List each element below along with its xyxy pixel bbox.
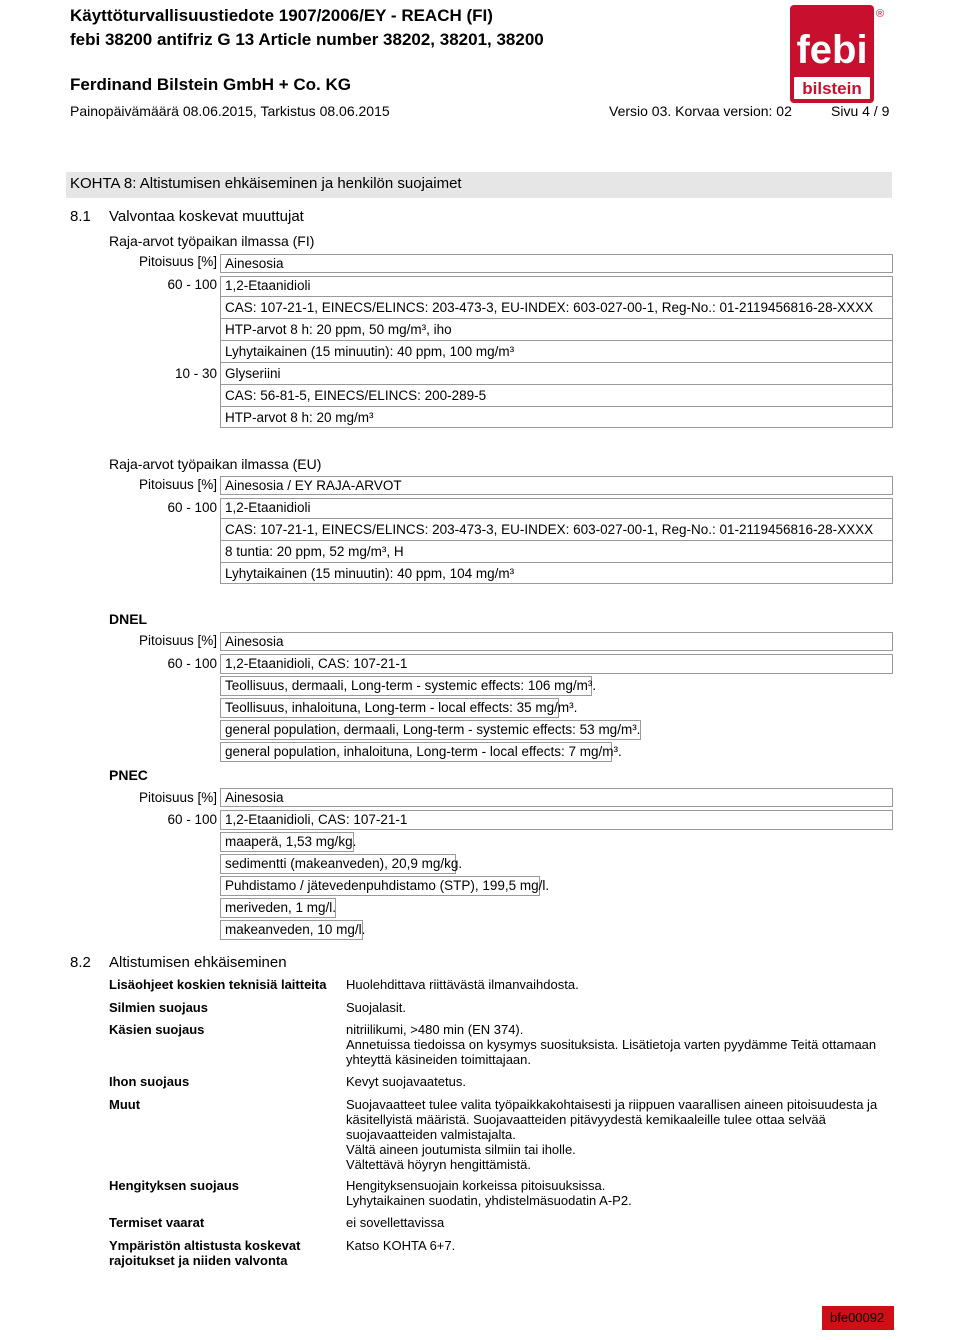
row-pct: 60 - 100 [167,277,217,292]
row-name: Glyseriini [225,366,281,381]
row-detail: maaperä, 1,53 mg/kg. [225,834,357,849]
table-head-pct: Pitoisuus [%] [138,633,217,648]
subsection-number: 8.2 [70,954,91,971]
protection-value: Huolehdittava riittävästä ilmanvaihdosta. [346,977,579,992]
row-detail: Teollisuus, inhaloituna, Long-term - local effects: 35 mg/m³. [225,700,578,715]
company-name: Ferdinand Bilstein GmbH + Co. KG [70,75,351,94]
table-head-cell [220,476,893,495]
row-pct: 10 - 30 [174,366,217,381]
subsection-number: 8.1 [70,208,91,225]
row-detail: general population, dermaali, Long-term - systemic effects: 53 mg/m³. [225,722,641,737]
febi-bilstein-logo [790,5,886,103]
row-detail: HTP-arvot 8 h: 20 ppm, 50 mg/m³, iho [225,322,452,337]
print-dates: Painopäivämäärä 08.06.2015, Tarkistus 08.06.2015 [70,103,390,119]
row-detail: Puhdistamo / jätevedenpuhdistamo (STP), 199,5 mg/l. [225,878,550,893]
row-detail: CAS: 107-21-1, EINECS/ELINCS: 203-473-3, EU-INDEX: 603-027-00-1, Reg-No.: 01-2119456816-28-XXXX [225,522,874,537]
row-detail: 8 tuntia: 20 ppm, 52 mg/m³, H [225,544,404,559]
section-8-header [66,172,892,198]
section-8-title: KOHTA 8: Altistumisen ehkäiseminen ja henkilön suojaimet [70,175,462,192]
protection-value: Vältä aineen joutumista silmiin tai iholle. [346,1142,576,1157]
row-name: 1,2-Etaanidioli, CAS: 107-21-1 [225,656,408,671]
protection-label: Ympäristön altistusta koskevat [109,1238,301,1253]
protection-value: Suojavaatteet tulee valita työpaikkakohtaisesti ja riippuen vaarallisen aineen pitoisuudesta ja [346,1097,878,1112]
row-pct: 60 - 100 [167,656,217,671]
page-number: Sivu 4 / 9 [831,103,890,119]
protection-value: ei sovellettavissa [346,1215,445,1230]
protection-value: Katso KOHTA 6+7. [346,1238,456,1253]
row-detail: sedimentti (makeanveden), 20,9 mg/kg. [225,856,463,871]
row-name: 1,2-Etaanidioli [225,278,311,293]
table-head-sub: Ainesosia [225,256,284,271]
fi-limits-label: Raja-arvot työpaikan ilmassa (FI) [109,233,315,249]
row-detail: general population, inhaloituna, Long-term - local effects: 7 mg/m³. [225,744,622,759]
table-head-pct: Pitoisuus [%] [138,790,217,805]
protection-label: Käsien suojaus [109,1022,205,1037]
table-head-sub: Ainesosia [225,634,284,649]
protection-value: Kevyt suojavaatetus. [346,1074,466,1089]
protection-label: Lisäohjeet koskien teknisiä laitteita [109,977,327,992]
table-head-pct: Pitoisuus [%] [138,477,217,492]
row-detail: Teollisuus, dermaali, Long-term - systemic effects: 106 mg/m³. [225,678,597,693]
svg-text:febi: febi [796,28,868,72]
row-name: 1,2-Etaanidioli [225,500,311,515]
row-detail: makeanveden, 10 mg/l. [225,922,366,937]
protection-value: yhteyttä käsineiden toimittajaan. [346,1052,531,1067]
table-head-pct: Pitoisuus [%] [138,254,217,269]
subsection-title: Valvontaa koskevat muuttujat [109,208,304,225]
protection-label: Hengityksen suojaus [109,1178,240,1193]
version-info: Versio 03. Korvaa version: 02 [609,103,792,119]
protection-label: Termiset vaarat [109,1215,205,1230]
dnel-label: DNEL [109,611,148,627]
document-title: Käyttöturvallisuustiedote 1907/2006/EY - REACH (FI) [70,6,493,25]
protection-value: Annetuissa tiedoissa on kysymys suosituksista. Lisätietoja varten pyydämme Teitä ottamaan [346,1037,877,1052]
table-head-sub: Ainesosia / EY RAJA-ARVOT [225,478,402,493]
protection-value: Suojalasit. [346,1000,406,1015]
table-head-sub: Ainesosia [225,790,284,805]
row-detail: HTP-arvot 8 h: 20 mg/m³ [225,410,374,425]
table-head-cell [220,632,893,651]
svg-text:bilstein: bilstein [802,79,862,98]
protection-label: Silmien suojaus [109,1000,208,1015]
protection-label: Ihon suojaus [109,1074,190,1089]
row-pct: 60 - 100 [167,812,217,827]
document-id-badge [822,1306,894,1330]
row-detail: Lyhytaikainen (15 minuutin): 40 ppm, 104 mg/m³ [225,566,515,581]
row-detail: meriveden, 1 mg/l. [225,900,337,915]
table-head-cell [220,254,893,273]
protection-label: Muut [109,1097,141,1112]
row-name: 1,2-Etaanidioli, CAS: 107-21-1 [225,812,408,827]
row-detail: Lyhytaikainen (15 minuutin): 40 ppm, 100 mg/m³ [225,344,515,359]
table-head-cell [220,788,893,807]
subsection-title: Altistumisen ehkäiseminen [109,954,287,971]
product-name: febi 38200 antifriz G 13 Article number 38202, 38201, 38200 [70,30,544,49]
svg-text:®: ® [875,8,885,20]
row-pct: 60 - 100 [167,500,217,515]
protection-value: Lyhytaikainen suodatin, yhdistelmäsuodatin A-P2. [346,1193,632,1208]
pnec-label: PNEC [109,767,148,783]
protection-value: nitriilikumi, >480 min (EN 374). [346,1022,524,1037]
protection-value: Vältettävä höyryn hengittämistä. [346,1157,531,1172]
protection-value: käsitellyistä määristä. Suojavaatteiden pitävyydestä kemikaaleille tulee ottaa selvää [346,1112,826,1127]
protection-value: Hengityksensuojain korkeissa pitoisuuksissa. [346,1178,606,1193]
document-id: bfe00092 [830,1310,885,1325]
row-detail: CAS: 107-21-1, EINECS/ELINCS: 203-473-3, EU-INDEX: 603-027-00-1, Reg-No.: 01-2119456816-28-XXXX [225,300,874,315]
row-detail: CAS: 56-81-5, EINECS/ELINCS: 200-289-5 [225,388,487,403]
protection-label: rajoitukset ja niiden valvonta [109,1253,288,1268]
eu-limits-label: Raja-arvot työpaikan ilmassa (EU) [109,456,322,472]
protection-value: suojavaatteiden valmistajalta. [346,1127,516,1142]
